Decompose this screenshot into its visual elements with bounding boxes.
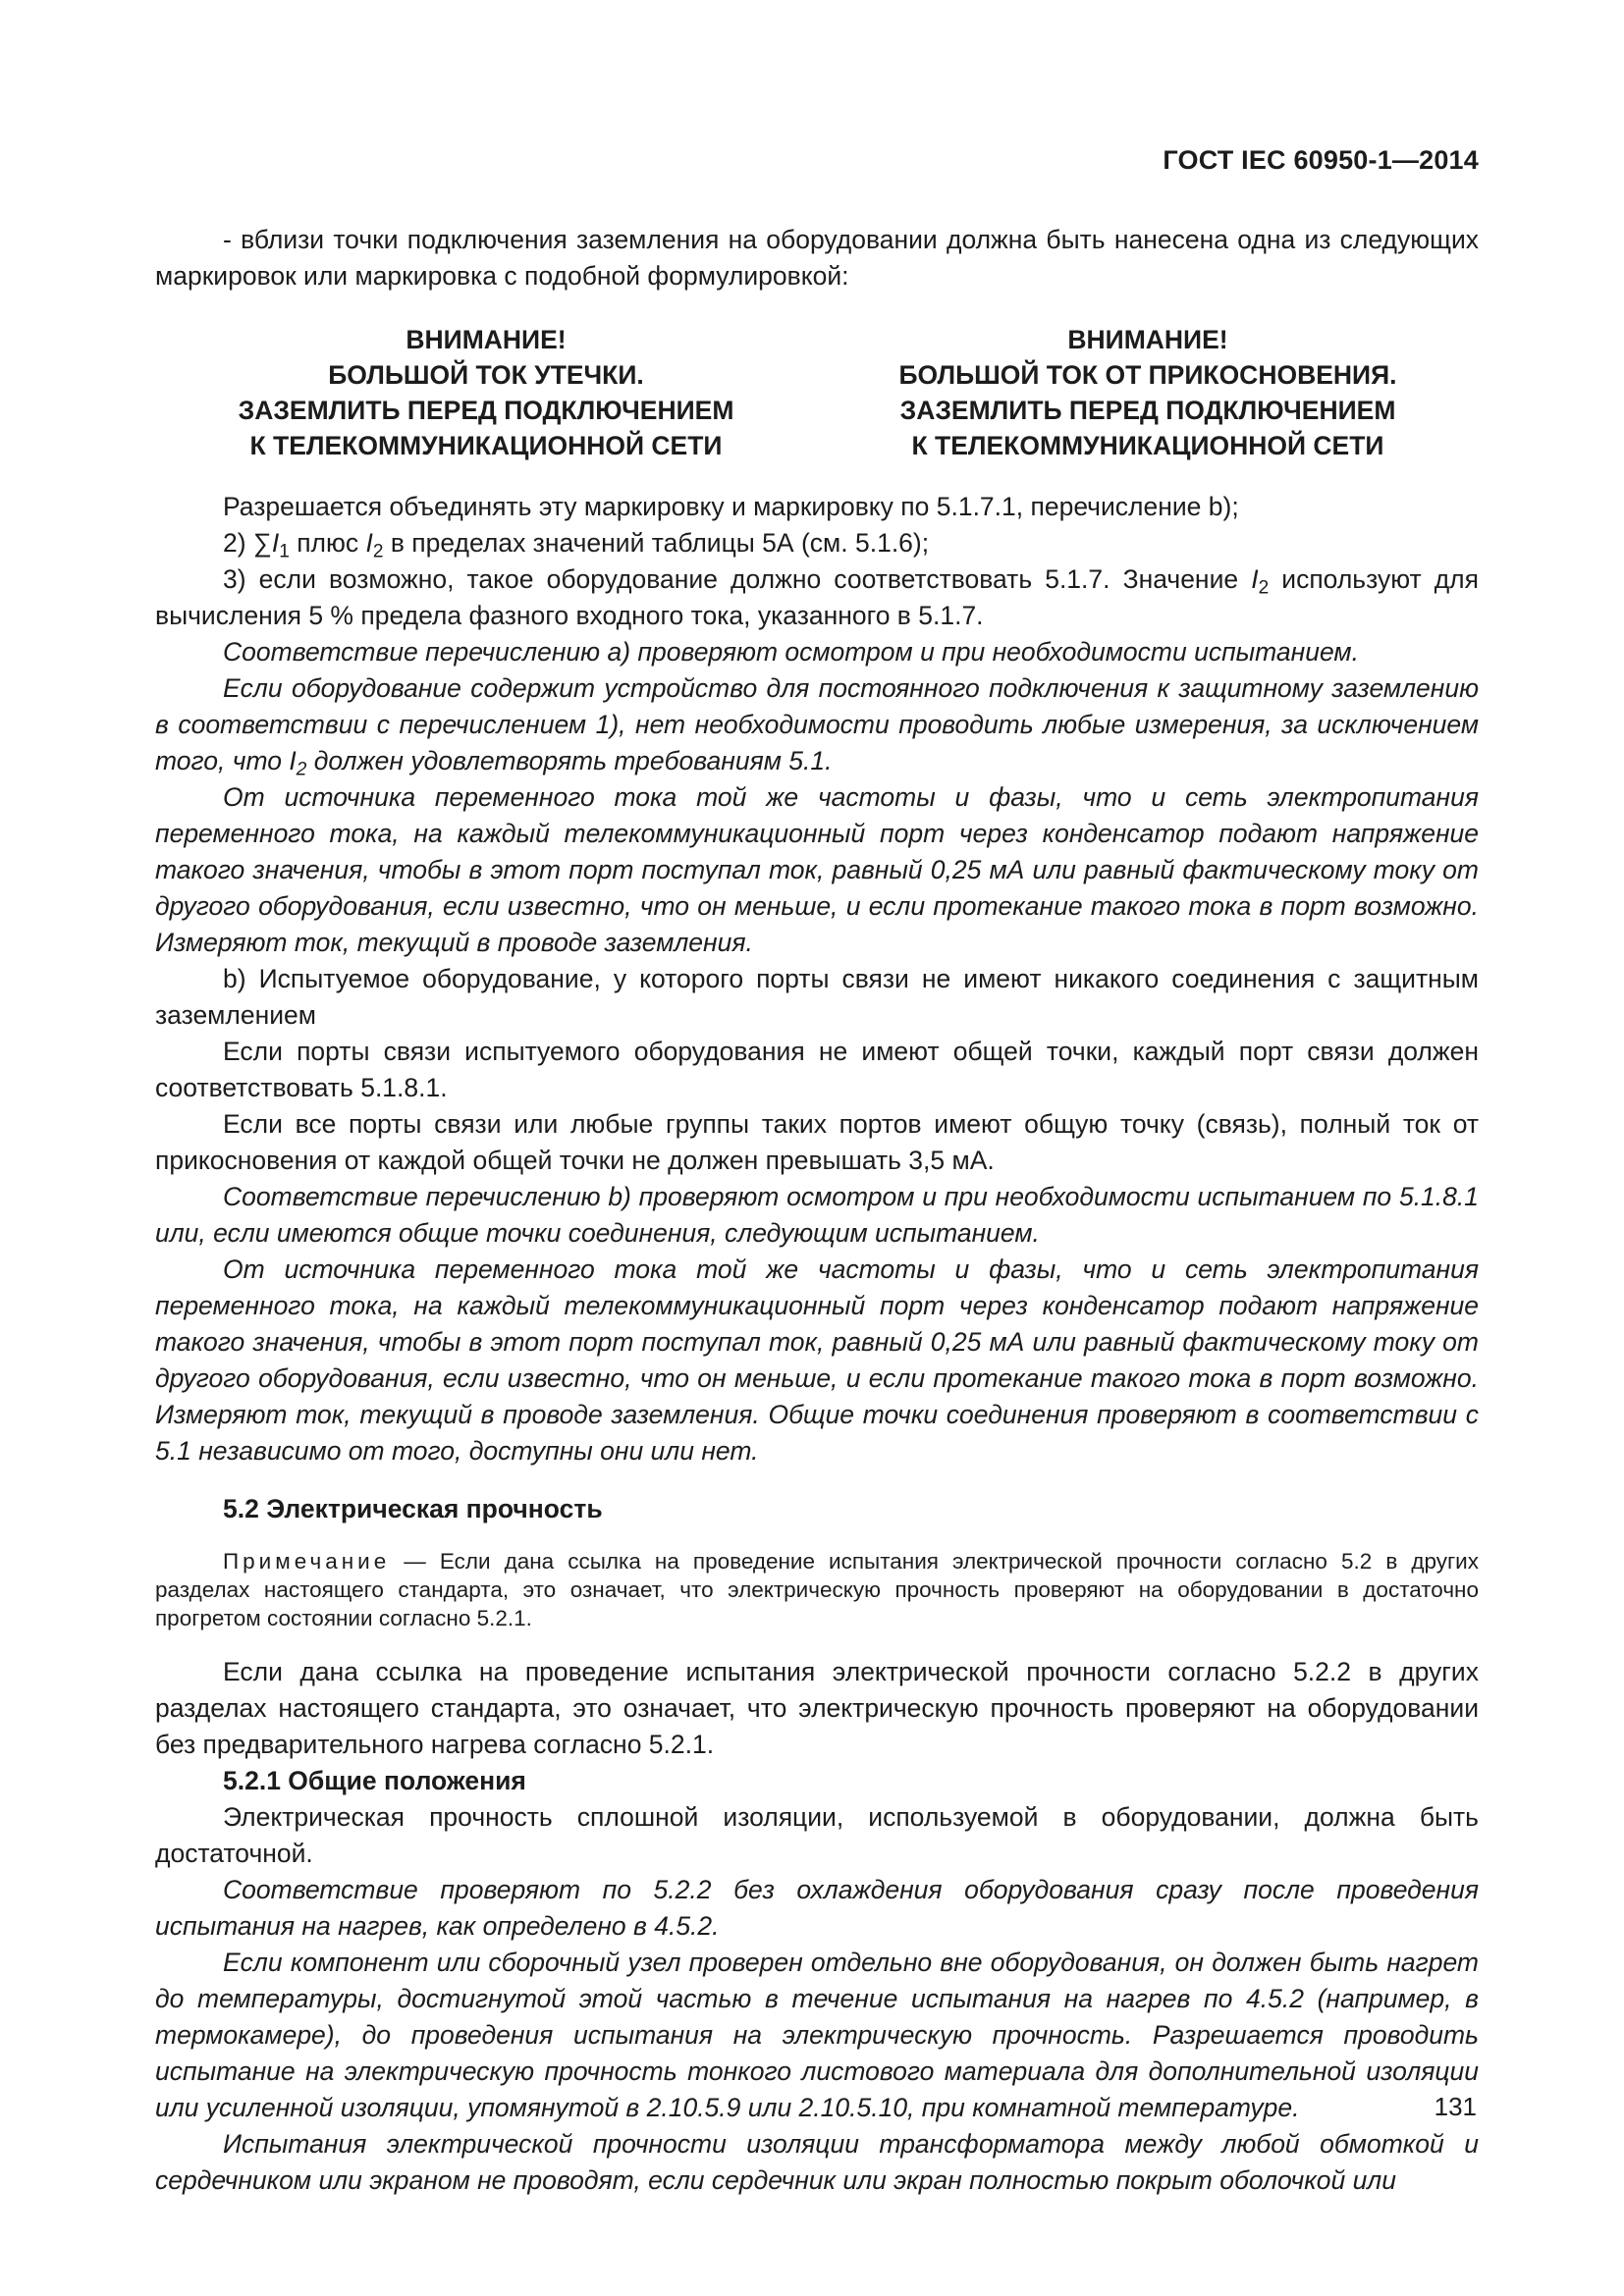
paragraph-item-b: b) Испытуемое оборудование, у которого порты связи не имеют никакого соединения с защитным заземлением [155,964,1479,1030]
text-run: в пределах значений таблицы 5А (см. 5.1.6); [383,528,930,558]
text-run: Если оборудование содержит устройство для постоянного подключения к защитному заземлению в соответствии с перечислением 1), нет необходимости проводить любые измерения, за исключением того, что [155,673,1479,775]
page-number: 131 [1434,2092,1477,2121]
document-body [155,222,1479,2199]
warning-line: ЗАЗЕМЛИТЬ ПЕРЕД ПОДКЛЮЧЕНИЕМ [899,396,1396,425]
text-run: плюс [289,528,366,558]
compliance-paragraph-component: Если компонент или сборочный узел проверен отдельно вне оборудования, он должен быть нагрет до температуры, достигнутой этой частью в течение испытания на нагрев по 4.5.2 (например, в термокамере), до проведения испытания на электрическую прочность. Разрешается проводить испытание на электрическую прочность тонкого листового материала для дополнительной изоляции или усиленной изоляции, упомянутой в 2.10.5.9 или 2.10.5.10, при комнатной температуре. [155,1948,1479,2122]
warning-marking-leakage [155,322,817,463]
compliance-paragraph-transformer: Испытания электрической прочности изоляции трансформатора между любой обмоткой и сердечником или экраном не проводят, если сердечник или экран полностью покрыт оболочкой или [155,2129,1479,2195]
symbol-current: I [271,528,280,558]
warning-marking-touch-current [817,322,1479,463]
section-heading-5-2-1: 5.2.1 Общие положения [223,1766,526,1795]
symbol-current: I [365,528,373,558]
warning-line: ЗАЗЕМЛИТЬ ПЕРЕД ПОДКЛЮЧЕНИЕМ [238,396,734,425]
compliance-paragraph-test-method: От источника переменного тока той же частоты и фазы, что и сеть электропитания переменного тока, на каждый телекоммуникационный порт через конденсатор подают напряжение такого значения, чтобы в этот порт поступал ток, равный 0,25 мА или равный фактическому току от другого оборудования, если известно, что он меньше, и если протекание такого тока в порт возможно. Измеряют ток, текущий в проводе заземления. [155,782,1479,957]
compliance-paragraph-heating: Соответствие проверяют по 5.2.2 без охлаждения оборудования сразу после проведения испытания на нагрев, как определено в 4.5.2. [155,1875,1479,1941]
paragraph-item-3 [155,561,1479,634]
standard-header: ГОСТ IEC 60950-1—2014 [1163,145,1479,175]
subscript: 2 [296,759,307,780]
note-label: Примечание [223,1549,391,1574]
warning-line: БОЛЬШОЙ ТОК ОТ ПРИКОСНОВЕНИЯ. [898,360,1397,390]
paragraph-general: Электрическая прочность сплошной изоляции, используемой в оборудовании, должна быть достаточной. [155,1802,1479,1868]
paragraph-item-2 [155,525,1479,561]
warning-line: БОЛЬШОЙ ТОК УТЕЧКИ. [328,360,644,390]
warning-line: ВНИМАНИЕ! [406,325,567,354]
paragraph-5-2-2-reference: Если дана ссылка на проведение испытания электрической прочности согласно 5.2.2 в других разделах настоящего стандарта, это означает, что электрическую прочность проверяют на оборудовании без предварительного нагрева согласно 5.2.1. [155,1657,1479,1759]
warning-line: ВНИМАНИЕ! [1067,325,1228,354]
note-paragraph [155,1547,1479,1632]
text-run: используют для вычисления 5 % предела фазного входного тока, указанного в 5.1.7. [155,564,1479,630]
symbol-current: I [1251,564,1259,594]
paragraph-common-point: Если все порты связи или любые группы таких портов имеют общую точку (связь), полный ток от прикосновения от каждой общей точки не должен превышать 3,5 мА. [155,1109,1479,1175]
warning-line: К ТЕЛЕКОММУНИКАЦИОННОЙ СЕТИ [249,431,723,460]
warning-line: К ТЕЛЕКОММУНИКАЦИОННОЙ СЕТИ [911,431,1384,460]
paragraph-allow-combine: Разрешается объединять эту маркировку и маркировку по 5.1.7.1, перечисление b); [223,492,1239,521]
subscript: 2 [372,541,384,562]
intro-paragraph: - вблизи точки подключения заземления на оборудовании должна быть нанесена одна из следующих маркировок или маркировка с подобной формулировкой: [155,225,1479,291]
compliance-paragraph-test-method-b: От источника переменного тока той же частоты и фазы, что и сеть электропитания переменного тока, на каждый телекоммуникационный порт через конденсатор подают напряжение такого значения, чтобы в этот порт поступал ток, равный 0,25 мА или равный фактическому току от другого оборудования, если известно, что он меньше, и если протекание такого тока в порт возможно. Измеряют ток, текущий в проводе заземления. Общие точки соединения проверяют в соответствии с 5.1 независимо от того, доступны они или нет. [155,1255,1479,1466]
compliance-paragraph-b: Соответствие перечислению b) проверяют осмотром и при необходимости испытанием по 5.1.8.1 или, если имеются общие точки соединения, следующим испытанием. [155,1182,1479,1248]
section-heading-5-2: 5.2 Электрическая прочность [223,1494,603,1523]
paragraph-no-common-point: Если порты связи испытуемого оборудования не имеют общей точки, каждый порт связи должен соответствовать 5.1.8.1. [155,1037,1479,1102]
subscript: 1 [279,541,290,562]
text-run: 2) ∑ [223,528,272,558]
text-run: 3) если возможно, такое оборудование должно соответствовать 5.1.7. Значение [223,564,1252,594]
text-run: должен удовлетворять требованиям 5.1. [306,746,833,775]
compliance-paragraph-permanent-connection [155,670,1479,779]
symbol-current: I [289,746,297,775]
warning-markings [155,322,1479,463]
compliance-paragraph-a: Соответствие перечислению а) проверяют осмотром и при необходимости испытанием. [223,637,1359,667]
note-text: — Если дана ссылка на проведение испытания электрической прочности согласно 5.2 в других разделах настоящего стандарта, это означает, что электрическую прочность проверяют на оборудовании в достаточно прогретом состоянии согласно 5.2.1. [155,1549,1479,1630]
subscript: 2 [1258,577,1270,599]
